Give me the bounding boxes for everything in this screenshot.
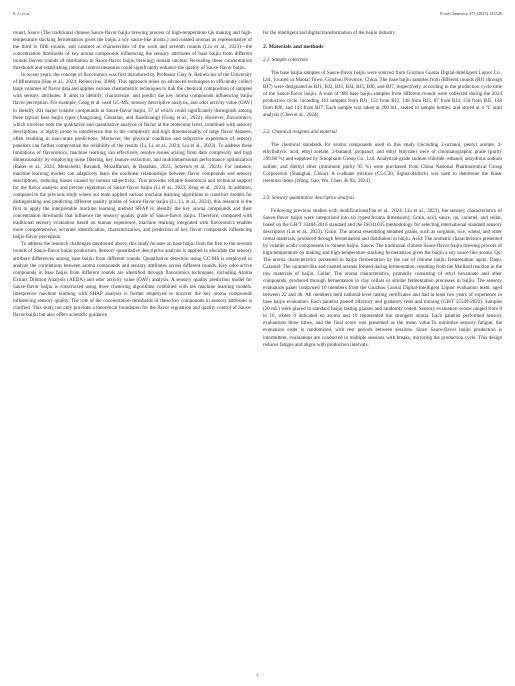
- paragraph: for the intelligent and digital transformation of the baijiu industry.: [263, 30, 397, 36]
- paragraph: To address the research challenges mentioned above, this study focuses on base baijiu from the first to the seventh rounds of Sauce-flavor baijiu production. Sensory quantitative descriptive analysis is applied to elucidate the sensory attribute differences among base baijiu from different rounds. Quantitative detection using GC-MS is employed to analyze the correlations between aroma compounds and sensory attributes across different rounds. Key odor-active compounds in base baijiu from different rounds are identified through flavoromics techniques, including Aroma Extract Dilution Analysis (AEDA) and odor activity value (OAV) analysis. A sensory quality prediction model for Sauce-flavor baijiu is constructed using three clustering algorithms combined with ten machine learning models. Interpretive machine learning with SHAP analysis is further employed to uncover the key aroma compounds influencing sensory quality. The role of the concentration thresholds of these key compounds in sensory attributes is clarified. This study not only provides a theoretical foundation for the flavor regulation and quality control of Sauce-flavor baijiu but also offers scientific guidance: [13, 241, 252, 318]
- section-heading: 2. Materials and methods: [263, 44, 324, 51]
- page-number: 2: [256, 672, 259, 677]
- paragraph: The chemical standards for aroma compounds used in this study (including 2-octanol, pentyl acetate, 2-ethylbutyric acid, ethyl acetate, 2-butanol, propanol, and ethyl butyrate) were of chromatographic grade (purity ≥99.80 %) and supplied by Sinopharm Group Co., Ltd. Analytical-grade sodium chloride, ethanol, anhydrous sodium sulfate, and diethyl ether (minimum purity 95 %) were purchased from China National Pharmaceutical Group Corporation (Shanghai, China). A n-alkane mixture (C5-C30, Sigma-Aldrich) was used to determine the linear retention index (Wang, Gao, Wu, Chen, & Xu, 2024).: [263, 142, 502, 184]
- paragraph: Following previous studies with modifications(Fan et al., 2024; Liu et al., 2023), the sensory characteristics of Sauce-flavor baijiu were categorized into six types(Aroma dimension): Grain, acid, sauce, qu, caramel, and cellar, based on the GB/T 33404-2016 standard and the ISO11035 methodology for selecting international standard sensory descriptors (Liu et al., 2023). Grain: The aroma resembling steamed grains, such as sorghum, rice, wheat, and other cereal materials, produced through fermentation and distillation in baijiu. Acid: The aromatic characteristics presented by volatile acidic components in chinese baijiu. Sauce: The traditional chinese Sauce-flavor baijiu brewing process of high-temperature qu making and high-temperature stacking fermentation gives the baijiu a soy sauce-like aroma. Qu: The aroma characteristics presented in baijiu fermentation by the use of chinese baijiu fermentation agent, Daqu. Caramel: The caramel-like and roasted aromas formed during fermentation, resulting from the Maillard reaction in the raw materials of baijiu. Cellar: The aroma characteristics, primarily consisting of ethyl hexanoate and other compounds, produced through fermentation in clay cellars or similar fermentation processes in baijiu. The sensory evaluation panel comprised 10 members from the Guizhou Guotai Digital-Intelligent Liquor evaluation team, aged between 22 and 40. All members held national-level tasting certificates and had at least two years of experience in base baijiu evaluation. Each panelist passed olfactory and gustatory tests and training (GB/T 15549-2022). Samples (20 mL) were placed in standard baijiu tasting glasses and randomly coded. Sensory evaluation scores ranged from 0 to 10, where 0 indicated no aroma and 10 represented the strongest aroma. Each panelist performed sensory evaluations three times, and the final score was presented as the mean value.To minimize sensory fatigue, the evaluation order is randomized, with rest periods between sessions. Since Sauce-flavor baijiu production is intermittent, evaluations are conducted in multiple sessions with breaks, mirroring the production cycle. This design reduces fatigue and aligns with production intervals.: [263, 207, 502, 348]
- paragraph: The base baijiu samples of Sauce-flavor baijiu were sourced from Guizhou Guotai Digital-Intelligent Liquor Co., Ltd., located in Maotai Town, Guizhou Province, China. The base baijiu samples from different rounds (BJ1 through BJ7) were designated as BJ1, BJ2, BJ3, BJ4, BJ5, BJ6, and BJ7, respectively, according to the production cycle time of the Sauce-flavor baijiu. A total of 988 base baijiu samples from different rounds were collected during the 2024 production cycle, including 161 samples from BJ1, 151 from BJ2, 148 from BJ3, 87 from BJ4, 150 from BJ5, 148 from BJ6, and 143 from BJ7. Each sample was taken at 200 mL, sealed in sample bottles, and stored at 4 °C until analysis (Chen et al., 2024).: [263, 70, 502, 119]
- left-column: [13, 30, 252, 319]
- right-column: [263, 30, 502, 349]
- subsection-heading: 2.2. Chemical reagents and material: [263, 129, 337, 136]
- subsection-heading: 2.1. Sample collection: [263, 57, 308, 64]
- paragraph: In recent years, the concept of flavoromics was first introduced by Professor Gary A. Reineccius of the University of Minnesota (Han et al., 2024; Reineccius, 2008). This approach relies on advanced techniques to efficiently collect large volumes of flavor data and applies various chemometric techniques to link the chemical composition of samples with sensory attributes. It aims to identify, characterize, and predict the key aroma compounds influencing baijiu flavor perception. For example, Gong et al. used GC-MS, sensory descriptive analysis, and odor activity value (OAV) to identify 201 major volatile compounds in Sauce-flavor baijiu, 37 of which could significantly distinguish among three typical base baijiu types (Jiangxiang, Chuntian, and Jiaodixiang) (Gong et al., 2023). However, flavoromics, which involves both the qualitative and quantitative analysis of flavor at the molecular level, combined with sensory descriptions, is highly prone to interference due to the complexity and high dimensionality of large flavor datasets, often resulting in inaccurate predictions. Moreover, the physical condition and subjective experience of sensory panelists can further compromise the reliability of the results (Li, Li, et al., 2024; Liu et al., 2023). To address these limitations of flavoromics, machine learning can effectively resolve issues arising from data complexity and high dimensionality by employing noise filtering, key feature extraction, and multidimensional performance optimization (Baker et al., 2023; Menichetti, Ravandi, Mozaffarian, & Barabási, 2023; Schreurs et al., 2024). For instance, machine learning models can adaptively learn the nonlinear relationships between flavor compounds and sensory descriptions, reducing biases caused by human subjectivity. This provides reliable theoretical and technical support for the flavor analysis and precise regulation of Sauce-flavor baijiu (Li et al., 2023; Zeng et al., 2023). In addition, compared to the previous study where our team applied various machine learning algorithms to construct models for distinguishing and predicting different quality grades of Sauce-flavor baijiu (Li, Li, et al., 2024), this research is the first to apply the interpretable machine learning method SHAP to identify the key aroma compounds and their concentration thresholds that influence the sensory quality grade of Sauce-flavor baijiu. Therefore, compared with traditional sensory evaluation based on human experience, machine learning integrated with flavoromics enables more comprehensive, accurate identification, characterization, and prediction of key flavor compounds influencing baijiu flavor perception.: [13, 72, 252, 241]
- header-authors: S. Li et al.: [13, 11, 31, 16]
- paragraph: round, Sauce (The traditional chinese Sauce-flavor baijiu brewing process of high-temperature Qu making and high-temperature stacking fermentation gives the baijiu a soy sauce-like aroma.) and roasted aromas as representative of the third to fifth rounds, and caramel as characteristic of the sixth and seventh rounds (Liu et al., 2023)—the concentration thresholds of key aroma compounds influencing the sensory attributes of base baijiu from different rounds (Seven rounds of distillation in Sauce-flavor baijiu brewing) remain unclear. Revealing these concentration thresholds and establishing rational control measures could significantly enhance the quality of Sauce-flavor baijiu.: [13, 30, 252, 72]
- running-header: [13, 11, 502, 21]
- header-journal: Food Chemistry 475 (2025) 143328: [440, 11, 502, 16]
- subsection-heading: 2.3. Sensory quantitative descriptive analysis: [263, 194, 355, 201]
